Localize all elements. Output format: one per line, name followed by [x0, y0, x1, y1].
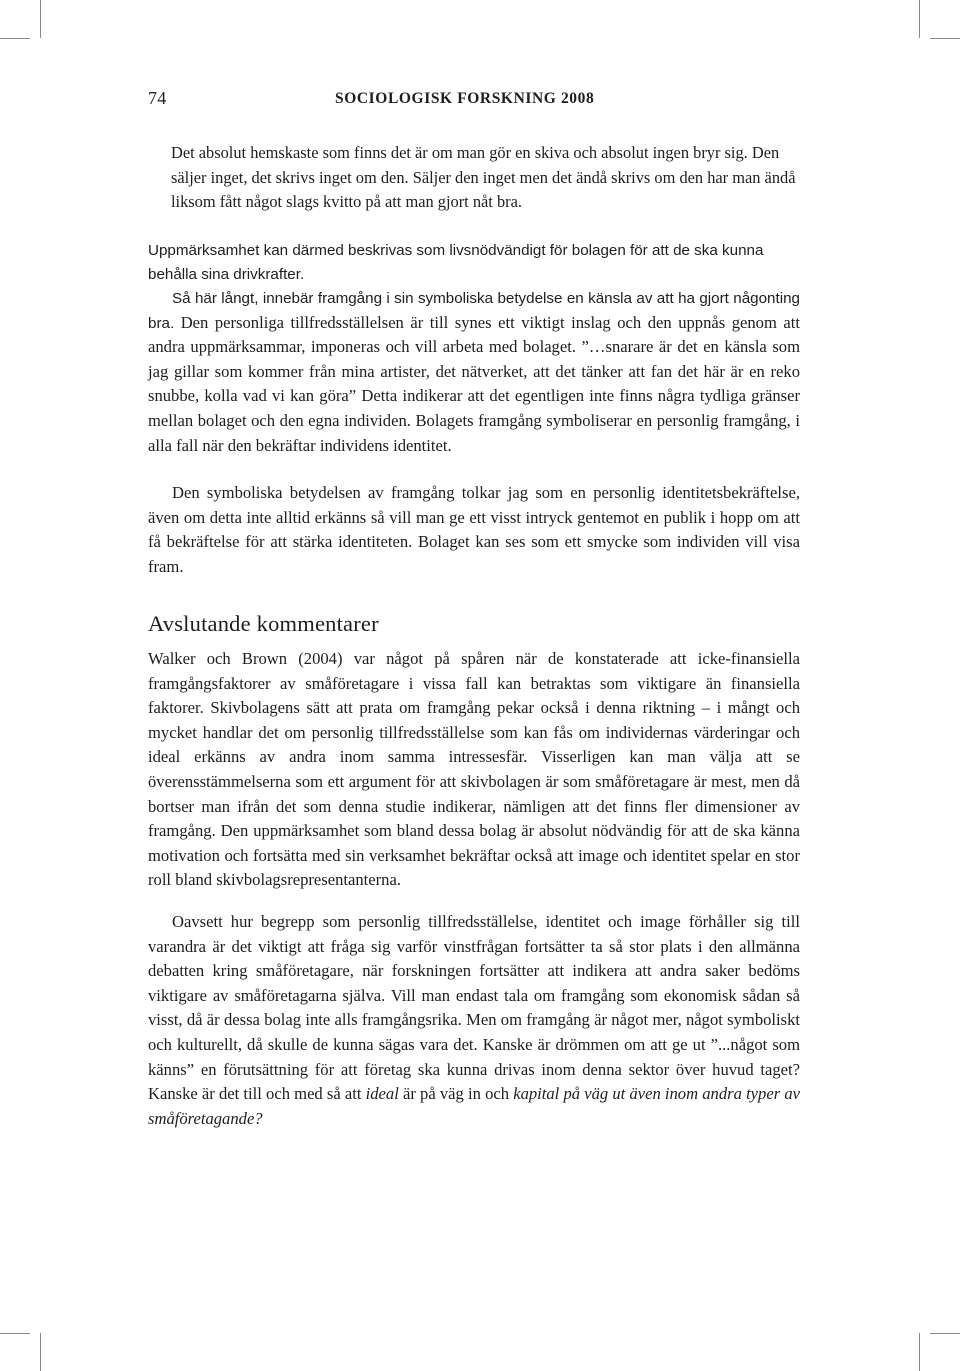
- emphasis-text: kapital på väg ut även inom andra typer av småföretagande?: [148, 1084, 800, 1128]
- crop-mark: [0, 38, 30, 39]
- emphasis-text: ideal: [365, 1084, 399, 1104]
- crop-mark: [40, 1333, 41, 1371]
- crop-mark: [919, 1333, 920, 1371]
- running-header: [148, 86, 800, 114]
- body-paragraph: Walker och Brown (2004) var något på spåren när de konstaterade att icke-finansiella framgångsfaktorer av småföretagare i vissa fall kan betraktas som viktigare än finansiella faktorer. Skivbolagens sätt att prata om framgång pekar också i denna riktning – i mångt och mycket handlar det om personlig tillfredsställelse som kan fås om individernas värderingar och ideal erkänns av andra inom samma intressesfär. Visserligen kan man välja att se överensstämmelserna som ett argument för att skivbolagen är som småföretagare är mest, men då bortser man ifrån det som denna studie indikerar, nämligen att det finns fler dimensioner av framgång. Den uppmärksamhet som bland dessa bolag är absolut nödvändig för att de ska känna motivation och fortsätta med sin verksamhet bekräftar också att image och identitet spelar en stor roll bland skivbolagsrepresentanterna.: [148, 649, 800, 890]
- body-paragraph: [148, 286, 800, 458]
- interview-quote: Uppmärksamhet kan därmed beskrivas som livsnödvändigt för bolagen för att de ska kunna behålla sina drivkrafter.: [148, 242, 764, 283]
- body-paragraph: [148, 910, 800, 1131]
- crop-mark: [0, 1333, 30, 1334]
- crop-mark: [930, 1333, 960, 1334]
- page-number: 74: [148, 88, 167, 108]
- crop-mark: [919, 0, 920, 38]
- paragraph-text: Den personliga tillfredsställelsen är till synes ett viktigt inslag och den uppnås genom att andra uppmärksammar, imponeras och vill arbeta med bolaget. ”…snarare är det en känsla som jag gillar som kommer från mina artister, det nätverket, att det tänker att fan det här är en reko snubbe, kolla vad vi kan göra” Detta indikerar att det egentligen inte finns några tydliga gränser mellan bolaget och den egna individen. Bolagets framgång symboliserar en personlig framgång, i alla fall när den bekräftar individens identitet.: [148, 312, 800, 455]
- body-paragraph: Den symboliska betydelsen av framgång tolkar jag som en personlig identitetsbekräftelse, även om detta inte alltid erkänns så vill man ge ett visst intryck gentemot en publik i hopp om att få bekräftelse för att stärka identiteten. Bolaget kan ses som ett smycke som individen vill visa fram.: [148, 483, 800, 576]
- crop-mark: [930, 38, 960, 39]
- paragraph-text: Oavsett hur begrepp som personlig tillfredsställelse, identitet och image förhåller sig till varandra är det viktigt att fråga sig varför vinstfrågan fortsätter ta så stor plats i den allmänna debatten kring småföretagare, när forskningen fortsätter att indikera att andra saker bedöms viktigare av småföretagarna själva. Vill man endast tala om framgång som ekonomisk sådan så visst, då är dessa bolag inte alls framgångsrika. Men om framgång är något mer, något symboliskt och kulturellt, då skulle de kunna sägas vara det. Kanske är drömmen om att ge ut ”...något som känns” en förutsättning för att företag ska kunna drivas inom denna sektor över huvud taget? Kanske är det till och med så att: [148, 912, 800, 1104]
- block-quote: Det absolut hemskaste som finns det är om man gör en skiva och absolut ingen bryr sig. Den säljer inget, det skrivs inget om den. Säljer den inget men det ändå skrivs om den har man ändå liksom fått något slags kvitto på att man gjort nåt bra.: [171, 143, 796, 211]
- crop-mark: [40, 0, 41, 38]
- paragraph-text: är på väg in och: [398, 1084, 514, 1104]
- section-heading: Avslutande kommentarer: [148, 611, 379, 636]
- interview-quote: Så här långt, innebär framgång i sin symboliska betydelse en känsla av att ha gjort någonting bra.: [148, 290, 800, 332]
- journal-title: SOCIOLOGISK FORSKNING 2008: [335, 90, 595, 107]
